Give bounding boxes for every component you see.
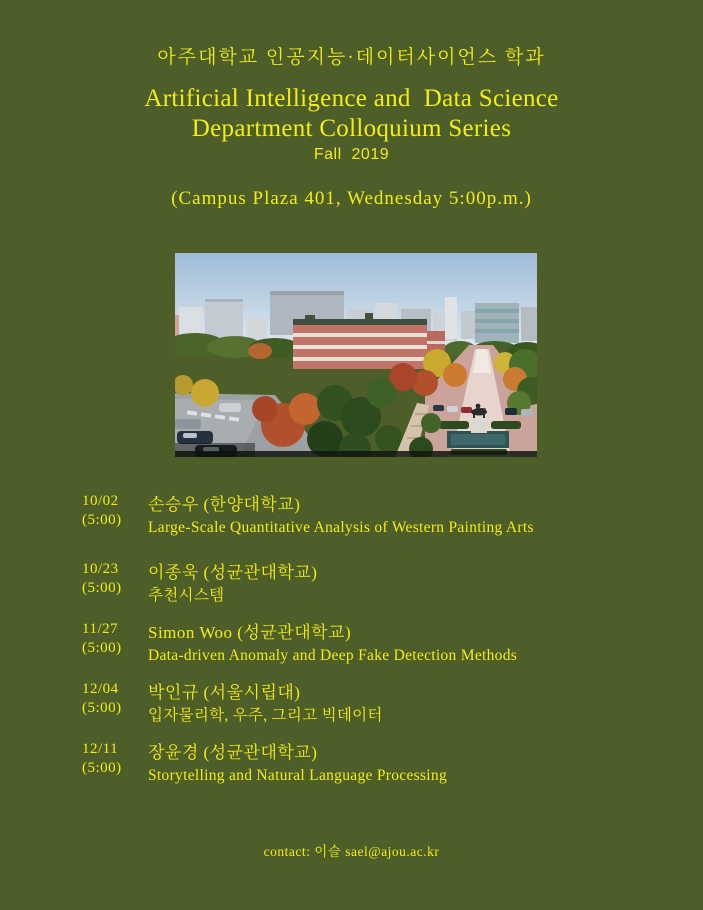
entry-talk-title: Data-driven Anomaly and Deep Fake Detection Methods [148, 647, 518, 664]
entry-date-value: 12/11 [82, 741, 119, 757]
schedule-entry [82, 680, 642, 727]
entry-talk-title: Storytelling and Natural Language Processing [148, 767, 448, 784]
season-label: Fall 2019 [313, 146, 390, 163]
entry-time-value: (5:00) [82, 760, 122, 776]
entry-content [148, 560, 317, 607]
schedule-entry [82, 620, 642, 667]
entry-time-value: (5:00) [82, 640, 122, 656]
schedule-entry [82, 740, 642, 787]
poster-title [0, 84, 703, 144]
entry-time-value: (5:00) [82, 512, 122, 528]
entry-content [148, 492, 534, 539]
entry-date [82, 680, 148, 718]
entry-date [82, 492, 148, 530]
entry-content [148, 620, 517, 667]
entry-talk-title: Large-Scale Quantitative Analysis of Western Painting Arts [148, 519, 534, 536]
photo-main-building [293, 313, 445, 369]
entry-date [82, 560, 148, 598]
entry-date-value: 11/27 [82, 621, 119, 637]
poster-title-line1: Artificial Intelligence and Data Science [144, 85, 559, 112]
entry-date-value: 10/02 [82, 493, 119, 509]
entry-speaker: Simon Woo (성균관대학교) [148, 623, 352, 642]
schedule-list [82, 492, 642, 800]
venue-line: (Campus Plaza 401, Wednesday 5:00p.m.) [171, 188, 532, 209]
entry-time-value: (5:00) [82, 580, 122, 596]
entry-date-value: 10/23 [82, 561, 119, 577]
entry-speaker: 이종욱 (성균관대학교) [148, 563, 318, 582]
entry-speaker: 장윤경 (성균관대학교) [148, 743, 318, 762]
entry-speaker: 손승우 (한양대학교) [148, 495, 301, 514]
entry-content [148, 680, 383, 727]
schedule-entry [82, 492, 642, 539]
entry-talk-title: 입자물리학, 우주, 그리고 빅데이터 [148, 707, 383, 724]
entry-date [82, 740, 148, 778]
entry-time-value: (5:00) [82, 700, 122, 716]
entry-content [148, 740, 447, 787]
campus-photo-illustration [175, 253, 537, 457]
entry-date [82, 620, 148, 658]
poster-title-line2: Department Colloquium Series [191, 115, 512, 142]
entry-speaker: 박인규 (서울시립대) [148, 683, 301, 702]
entry-date-value: 12/04 [82, 681, 119, 697]
entry-talk-title: 추천시스템 [148, 587, 225, 604]
schedule-entry [82, 560, 642, 607]
contact-line: contact: 이슬 sael@ajou.ac.kr [263, 844, 440, 859]
campus-photo [175, 253, 537, 457]
department-name-korean: 아주대학교 인공지능·데이터사이언스 학과 [157, 47, 546, 68]
